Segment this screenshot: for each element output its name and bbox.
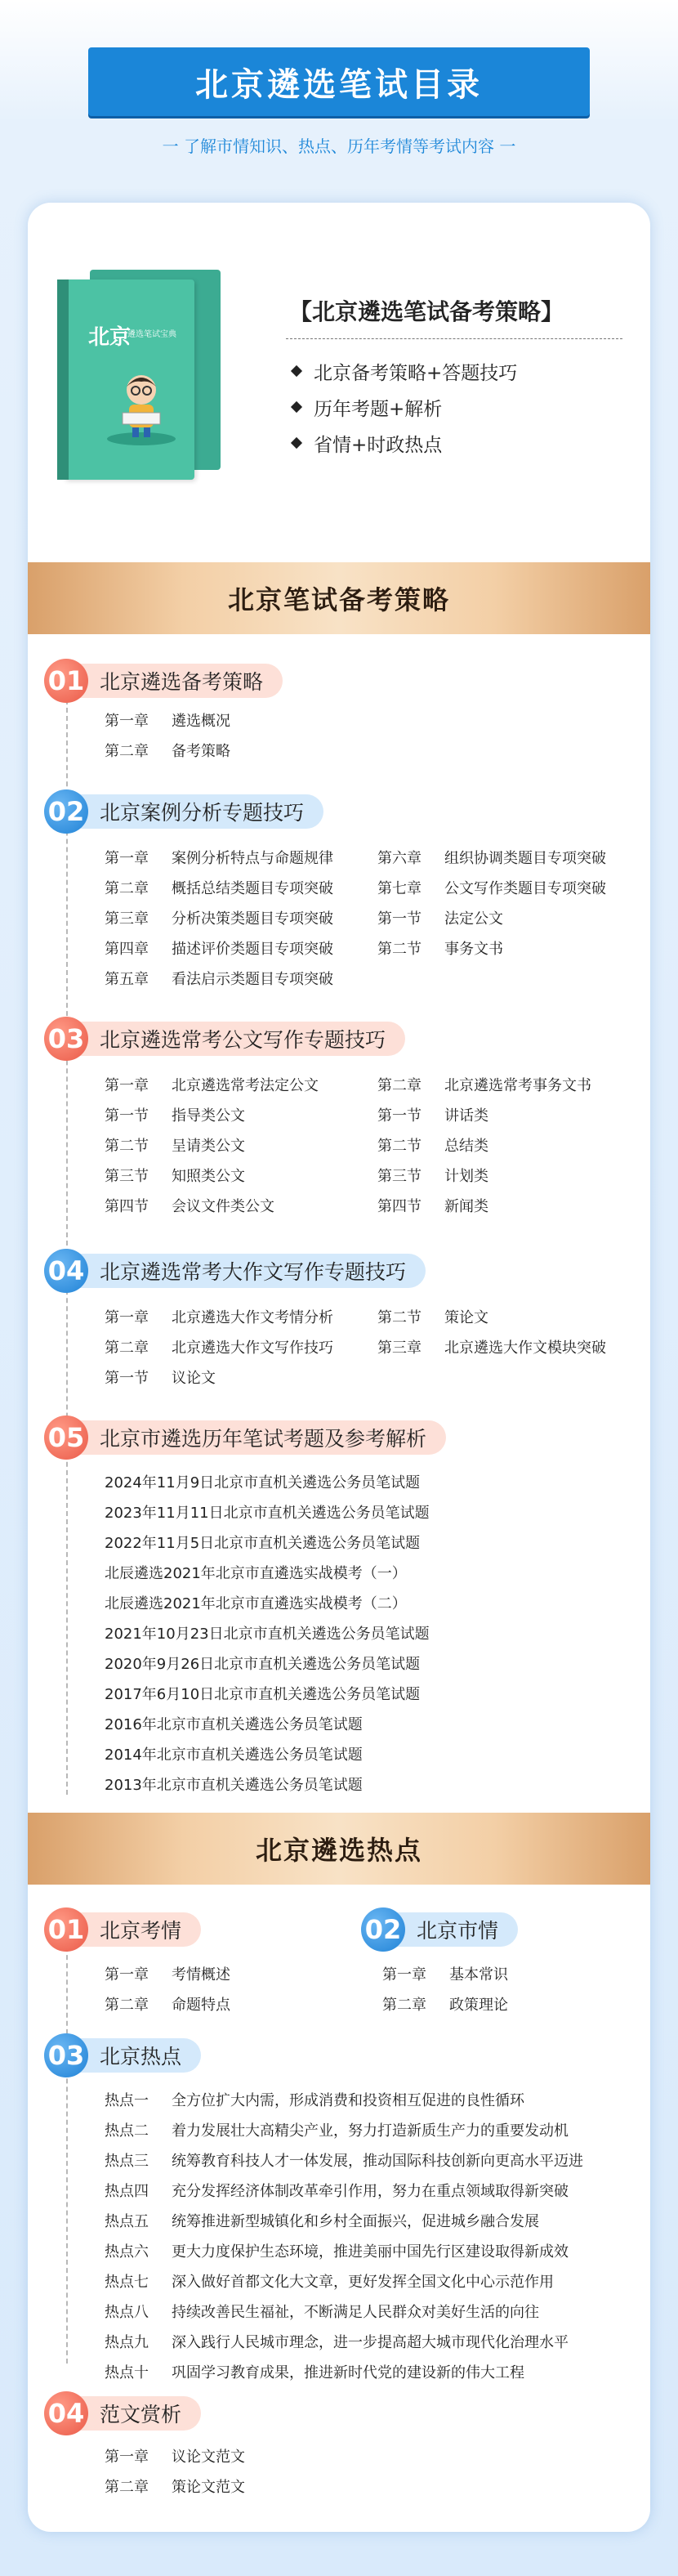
book-cover-image (57, 270, 245, 482)
section-banner-strategy: 北京笔试备考策略 (28, 562, 650, 634)
list-item: 第二章 策论文范文 (105, 2478, 245, 2496)
list-item: 2021年10月23日北京市直机关遴选公务员笔试题 (105, 1625, 430, 1643)
list-item: 第三节 计划类 (377, 1167, 488, 1185)
list-item: 热点五 统筹推进新型城镇化和乡村全面振兴，促进城乡融合发展 (105, 2212, 539, 2230)
section-title: 北京遴选常考公文写作专题技巧 (75, 1022, 405, 1056)
list-item: 第一章 北京遴选大作文考情分析 (105, 1308, 333, 1326)
section-header-03 (44, 1017, 405, 1061)
timeline-connector (66, 1939, 68, 2364)
section-title: 范文赏析 (75, 2396, 201, 2431)
list-item: 2020年9月26日北京市直机关遴选公务员笔试题 (105, 1655, 421, 1673)
list-item: 第六章 组织协调类题目专项突破 (377, 849, 606, 867)
hotspot-04-list (105, 2440, 245, 2501)
book-front (64, 280, 194, 480)
section-title: 北京市遴选历年笔试考题及参考解析 (75, 1420, 446, 1455)
list-item: 2016年北京市直机关遴选公务员笔试题 (105, 1715, 363, 1733)
list-item: 2024年11月9日北京市直机关遴选公务员笔试题 (105, 1474, 421, 1491)
list-item: 第二章 备考策略 (105, 742, 230, 760)
promo-list (286, 353, 517, 461)
list-item: 热点一 全方位扩大内需，形成消费和投资相互促进的良性循环 (105, 2091, 524, 2109)
list-item: 第二章 命题特点 (105, 1996, 230, 2014)
section-05-list (105, 1466, 430, 1799)
list-item: 第一章 基本常识 (382, 1966, 508, 1983)
page-title-bar (88, 47, 590, 116)
list-item: 第二节 策论文 (377, 1308, 488, 1326)
list-item: 第一节 议论文 (105, 1369, 216, 1387)
list-item: 第一节 法定公文 (377, 910, 503, 928)
section-header-01 (44, 659, 283, 703)
list-item: 2023年11月11日北京市直机关遴选公务员笔试题 (105, 1504, 430, 1522)
list-item: 热点七 深入做好首都文化大文章，更好发挥全国文化中心示范作用 (105, 2273, 554, 2291)
list-item: 北辰遴选2021年北京市直遴选实战模考（二） (105, 1594, 407, 1612)
section-number-badge: 02 (44, 789, 88, 834)
section-number-badge: 03 (44, 2033, 88, 2077)
list-item: 第一章 案例分析特点与命题规律 (105, 849, 333, 867)
section-03-list-left (105, 1069, 319, 1220)
page-title: 北京遴选笔试目录 (195, 65, 483, 104)
promo-title: 【北京遴选笔试备考策略】 (289, 298, 564, 325)
section-banner-hotspots: 北京遴选热点 (28, 1813, 650, 1885)
list-item: 第五章 看法启示类题目专项突破 (105, 970, 333, 988)
list-item: 第三章 北京遴选大作文模块突破 (377, 1339, 606, 1357)
promo-item: 北京备考策略+答题技巧 (286, 353, 517, 389)
section-number-badge: 02 (361, 1907, 405, 1952)
list-item: 热点六 更大力度保护生态环境，推进美丽中国先行区建设取得新成效 (105, 2243, 569, 2261)
list-item: 第一章 考情概述 (105, 1966, 230, 1983)
section-header-02 (44, 789, 323, 834)
list-item: 第二章 政策理论 (382, 1996, 508, 2014)
page-subtitle: 一 了解市情知识、热点、历年考情等考试内容 一 (162, 136, 516, 156)
section-number-badge: 04 (44, 1249, 88, 1293)
section-title: 北京案例分析专题技巧 (75, 794, 323, 829)
list-item: 第七章 公文写作类题目专项突破 (377, 879, 606, 897)
list-item: 第二章 北京遴选大作文写作技巧 (105, 1339, 333, 1357)
list-item: 第一章 北京遴选常考法定公文 (105, 1076, 319, 1094)
diamond-bullet-icon (291, 365, 302, 377)
list-item: 热点四 充分发挥经济体制改革牵引作用，努力在重点领域取得新突破 (105, 2182, 569, 2200)
list-item: 第一节 指导类公文 (105, 1107, 245, 1125)
section-04-list-left (105, 1301, 333, 1392)
book-spine (57, 280, 69, 480)
book-subtitle: 遴选笔试宝典 (127, 330, 176, 339)
list-item: 第一章 议论文范文 (105, 2448, 245, 2466)
section-title: 北京遴选常考大作文写作专题技巧 (75, 1254, 426, 1288)
list-item: 2017年6月10日北京市直机关遴选公务员笔试题 (105, 1685, 421, 1703)
list-item: 2013年北京市直机关遴选公务员笔试题 (105, 1776, 363, 1794)
section-number-badge: 05 (44, 1415, 88, 1460)
list-item: 第四节 会议文件类公文 (105, 1197, 274, 1215)
list-item: 第三章 分析决策类题目专项突破 (105, 910, 333, 928)
section-03-list-right (377, 1069, 591, 1220)
section-title: 北京热点 (75, 2038, 201, 2073)
list-item: 北辰遴选2021年北京市直遴选实战模考（一） (105, 1564, 407, 1582)
section-header-04 (44, 1249, 426, 1293)
book-title: 北京 (88, 325, 132, 350)
list-item: 第一章 遴选概况 (105, 712, 230, 730)
list-item: 第二章 概括总结类题目专项突破 (105, 879, 333, 897)
list-item: 第一节 讲话类 (377, 1107, 488, 1125)
list-item: 第四章 描述评价类题目专项突破 (105, 940, 333, 958)
diamond-bullet-icon (291, 437, 302, 449)
list-item: 热点二 着力发展壮大高精尖产业，努力打造新质生产力的重要发动机 (105, 2122, 569, 2140)
section-number-badge: 03 (44, 1017, 88, 1061)
list-item: 热点八 持续改善民生福祉，不断满足人民群众对美好生活的向往 (105, 2303, 539, 2321)
hotspot-header-02 (361, 1907, 518, 1952)
list-item: 第二章 北京遴选常考事务文书 (377, 1076, 591, 1094)
list-item: 2022年11月5日北京市直机关遴选公务员笔试题 (105, 1534, 421, 1552)
hotspot-03-list (105, 2084, 583, 2386)
hotspot-02-list (382, 1958, 508, 2019)
section-02-list-right (377, 842, 606, 963)
hotspot-header-03 (44, 2033, 201, 2077)
promo-item: 省情+时政热点 (286, 425, 517, 461)
list-item: 2014年北京市直机关遴选公务员笔试题 (105, 1746, 363, 1764)
list-item: 热点三 统筹教育科技人才一体发展，推动国际科技创新向更高水平迈进 (105, 2152, 583, 2170)
reading-boy-illustration (105, 365, 178, 447)
section-title: 北京遴选备考策略 (75, 664, 283, 698)
section-title: 北京考情 (75, 1912, 201, 1947)
list-item: 热点九 深入践行人民城市理念，进一步提高超大城市现代化治理水平 (105, 2333, 569, 2351)
section-number-badge: 01 (44, 1907, 88, 1952)
section-04-list-right (377, 1301, 606, 1362)
section-title: 北京市情 (392, 1912, 518, 1947)
diamond-bullet-icon (291, 401, 302, 413)
promo-item: 历年考题+解析 (286, 389, 517, 425)
section-02-list-left (105, 842, 333, 993)
list-item: 第三节 知照类公文 (105, 1167, 245, 1185)
list-item: 热点十 巩固学习教育成果，推进新时代党的建设新的伟大工程 (105, 2364, 524, 2381)
section-number-badge: 04 (44, 2391, 88, 2435)
list-item: 第二节 呈请类公文 (105, 1137, 245, 1155)
section-01-list (105, 704, 230, 765)
section-header-05 (44, 1415, 446, 1460)
list-item: 第二节 总结类 (377, 1137, 488, 1155)
list-item: 第二节 事务文书 (377, 940, 503, 958)
section-number-badge: 01 (44, 659, 88, 703)
list-item: 第四节 新闻类 (377, 1197, 488, 1215)
hotspot-header-04 (44, 2391, 201, 2435)
timeline-connector (66, 700, 68, 1795)
hotspot-header-01 (44, 1907, 201, 1952)
hotspot-01-list (105, 1958, 230, 2019)
promo-divider (286, 338, 622, 339)
